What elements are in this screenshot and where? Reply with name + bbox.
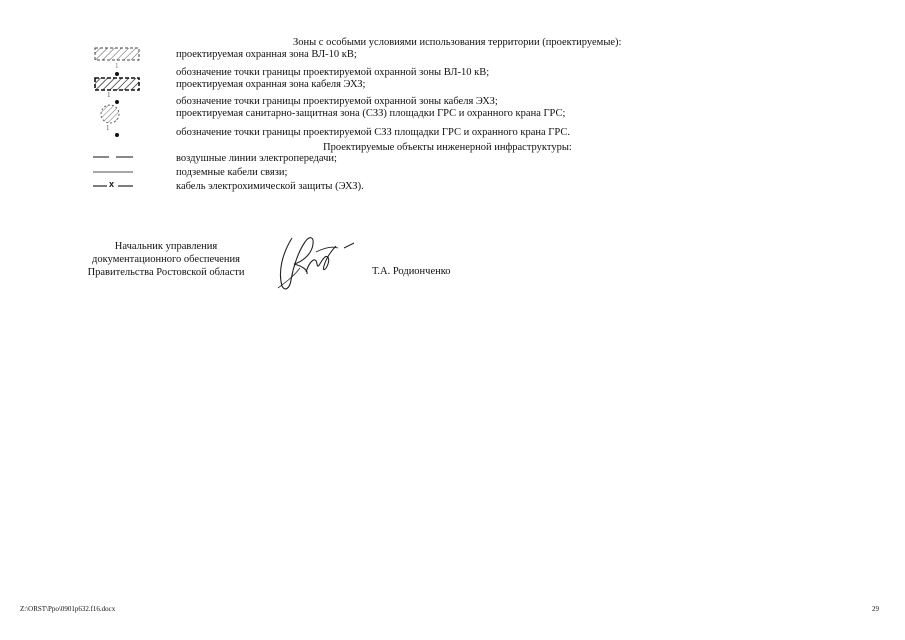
position-line: Правительства Ростовской области [87, 267, 245, 278]
zone-item-vl10-point: обозначение точки границы проектируемой охранной зоны ВЛ-10 кВ; [176, 67, 490, 78]
infra-item-ehz-cable: кабель электрохимической защиты (ЭХЗ). [176, 181, 364, 192]
zones-heading: Зоны с особыми условиями использования территории (проектируемые): [293, 37, 622, 48]
position-line: Начальник управления [114, 241, 218, 252]
point-label: 1 [107, 91, 111, 99]
infra-heading: Проектируемые объекты инженерной инфраструктуры: [323, 142, 572, 153]
page-number: 29 [872, 605, 879, 613]
point-label: 1 [106, 124, 110, 132]
signatory-position [76, 240, 256, 279]
zone-item-ehz: проектируемая охранная зона кабеля ЭХЗ; [176, 79, 366, 90]
hatched-circle-szz-icon [99, 103, 123, 125]
infra-item-power-lines: воздушные линии электропередачи; [176, 153, 337, 164]
zone-item-szz: проектируемая санитарно-защитная зона (СЗЗ) площадки ГРС и охранного крана ГРС; [176, 108, 566, 119]
power-line-icon [92, 154, 134, 160]
hatched-zone-ehz-icon [94, 77, 140, 91]
footer-file-path: Z:\ORST\Ppo\0901p632.f16.docx [20, 605, 116, 613]
cable-x-mark: x [109, 179, 115, 189]
position-line: документационного обеспечения [92, 254, 240, 265]
zone-item-vl10: проектируемая охранная зона ВЛ-10 кВ; [176, 49, 357, 60]
infra-item-comm-cables: подземные кабели связи; [176, 167, 288, 178]
comm-cable-icon [92, 169, 134, 175]
zone-item-ehz-point: обозначение точки границы проектируемой охранной зоны кабеля ЭХЗ; [176, 96, 498, 107]
point-marker-szz-icon [113, 131, 121, 139]
signatory-name: Т.А. Родионченко [372, 266, 451, 277]
zone-item-szz-point: обозначение точки границы проектируемой СЗЗ площадки ГРС и охранного крана ГРС. [176, 127, 570, 138]
point-label: 1 [115, 62, 119, 70]
handwritten-signature-icon [272, 232, 364, 294]
ehz-cable-icon [92, 180, 134, 192]
hatched-zone-vl10-icon [94, 47, 140, 61]
